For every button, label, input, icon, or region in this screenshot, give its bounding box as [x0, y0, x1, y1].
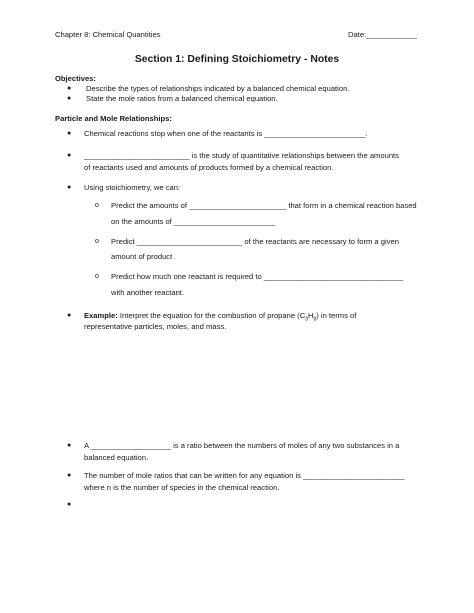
note-line: The number of mole ratios that can be written for any equation is ________________________ [84, 471, 405, 480]
note-line: amount of product [111, 252, 173, 261]
bullet-icon: ● [67, 85, 72, 92]
page-title: Section 1: Defining Stoichiometry - Notes [134, 54, 340, 65]
note-line: on the amounts of ________________________ [111, 217, 276, 226]
bullet-icon: ● [67, 312, 72, 319]
bullet-icon: ● [67, 130, 72, 137]
example-line: representative particles, moles, and mass. [84, 322, 227, 331]
bullet-icon: ● [67, 152, 72, 159]
example-text: Interpret the equation for the combustion of propane (C [117, 311, 306, 320]
bullet-icon: ● [67, 95, 72, 102]
date-field: Date:____________ [348, 30, 417, 39]
note-line: Predict how much one reactant is required to _________________________________ [111, 272, 404, 281]
section-heading: Particle and Mole Relationships: [55, 114, 172, 123]
bullet-icon: ● [67, 184, 72, 191]
sub-bullet-icon: o [95, 238, 99, 245]
bullet-icon: ● [67, 472, 72, 479]
chapter-header: Chapter 8: Chemical Quantities [55, 30, 161, 39]
subscript: 3 [305, 316, 308, 323]
objective-item: State the mole ratios from a balanced chemical equation. [86, 94, 278, 103]
note-line: Predict _________________________ of the reactants are necessary to form a given [111, 237, 399, 246]
note-line: _________________________ is the study of quantitative relationships between the amounts [84, 151, 399, 160]
objectives-heading: Objectives: [55, 74, 96, 83]
objective-item: Describe the types of relationships indicated by a balanced chemical equation. [86, 84, 350, 93]
bullet-icon: ● [67, 442, 72, 449]
note-line: balanced equation. [84, 453, 149, 462]
subscript: 8 [313, 316, 317, 323]
example-text: ) in terms of [316, 311, 357, 320]
sub-bullet-icon: o [95, 273, 99, 280]
example-text: H [307, 311, 314, 320]
note-line: where n is the number of species in the chemical reaction. [84, 483, 280, 492]
example-label: Example: [84, 311, 118, 320]
note-line: Predict the amounts of _______________________ that form in a chemical reaction based [111, 201, 417, 210]
sub-bullet-icon: o [95, 202, 99, 209]
note-line: with another reactant. [111, 288, 185, 297]
note-line: Chemical reactions stop when one of the reactants is ________________________. [84, 129, 368, 138]
note-line: of reactants used and amounts of products formed by a chemical reaction. [84, 163, 334, 172]
note-line: Using stoichiometry, we can: [84, 183, 181, 192]
bullet-icon: ● [67, 501, 72, 508]
note-line: A ___________________ is a ratio between the numbers of moles of any two substances in a [84, 441, 400, 450]
